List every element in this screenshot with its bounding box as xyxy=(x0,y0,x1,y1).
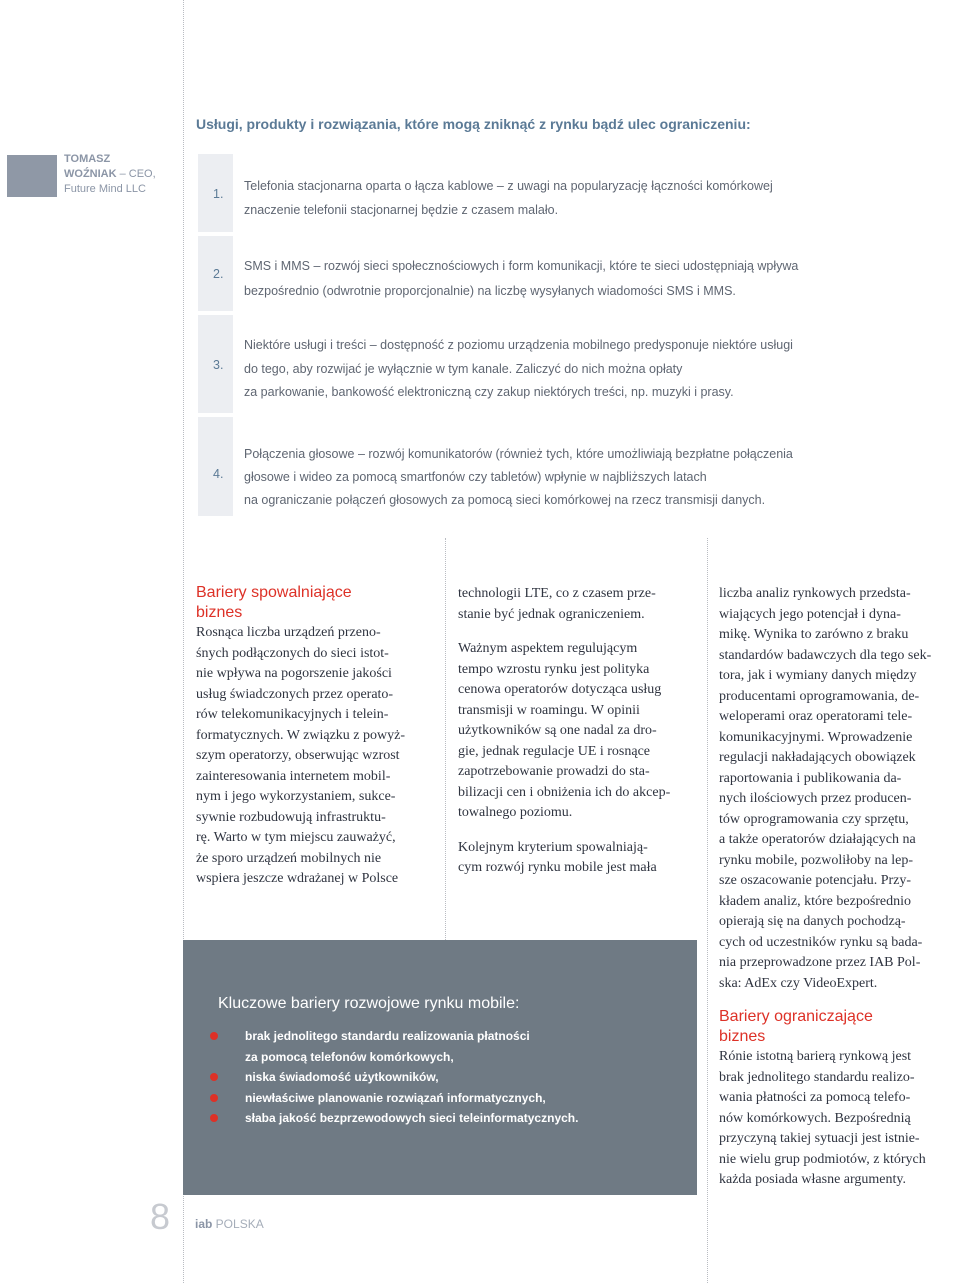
column-2-paragraph-3 xyxy=(458,838,670,879)
column-3-paragraph-1 xyxy=(719,584,931,994)
author-marker xyxy=(7,155,57,197)
column-1 xyxy=(196,583,405,890)
column-rule-2 xyxy=(707,538,708,1283)
text-line: rynku mobile, pozwoliłoby na lep- xyxy=(719,852,914,868)
text-line: zainteresowania internetem mobil- xyxy=(196,768,391,784)
text-line: nych ilościowych przez producen- xyxy=(719,791,912,806)
column-rule-1 xyxy=(445,538,446,940)
text-line: nów komórkowych. Bezpośrednią xyxy=(719,1110,911,1126)
list-item-4 xyxy=(198,417,957,516)
bullet-icon xyxy=(210,1032,218,1040)
item-text: na ograniczanie połączeń głosowych za pomocą sieci komórkowej na rzecz transmisji danych. xyxy=(244,493,766,507)
text-line: zapotrzebowanie prowadzi do sta- xyxy=(458,764,650,779)
footer-brand-rest: POLSKA xyxy=(212,1217,264,1231)
bullet-text: niewłaściwe planowanie rozwiązań informatycznych, xyxy=(245,1090,546,1105)
text-line: nie wielu grup podmiotów, z których xyxy=(719,1151,926,1167)
iab-logo: iab xyxy=(195,1217,213,1231)
section-heading: biznes xyxy=(719,1028,766,1045)
list-item-2 xyxy=(198,236,957,311)
text-line: stanie być jednak ograniczeniem. xyxy=(458,606,645,622)
text-line: szym operatorzy, obserwując wzrost xyxy=(196,748,400,763)
text-line: tów oprogramowania czy sprzętu, xyxy=(719,811,909,827)
list-item-3 xyxy=(198,315,957,413)
text-line: nia przeprowadzone przez IAB Pol- xyxy=(719,955,921,970)
text-line: tora, jak i wymiany danych między xyxy=(719,668,917,683)
text-line: wspiera jeszcze wdrażanej w Polsce xyxy=(196,871,399,886)
text-line: sywnie rozbudowują infrastruktu- xyxy=(196,809,386,825)
text-line: Ważnym aspektem regulującym xyxy=(458,641,638,656)
list-item xyxy=(205,1067,578,1088)
bullet-text: niska świadomość użytkowników, xyxy=(245,1070,439,1084)
text-line: sze oszacowanie potencjału. Przy- xyxy=(719,873,912,888)
page-title: Usługi, produkty i rozwiązania, które mogą zniknąć z rynku bądź ulec ograniczeniu: xyxy=(196,116,751,132)
item-text: głosowe i wideo za pomocą smartfonów czy tabletów) wpłynie w najbliższych latach xyxy=(244,470,707,484)
barriers-list xyxy=(205,1026,578,1129)
text-line: towalnego poziomu. xyxy=(458,805,573,820)
text-line: bilizacji cen i obniżenia ich do akcep- xyxy=(458,784,671,800)
text-line: raportowania i publikowania da- xyxy=(719,770,902,786)
text-line: standardów badawczych dla tego sek- xyxy=(719,647,932,663)
text-line: nym i jego wykorzystaniem, sukce- xyxy=(196,789,396,804)
list-item xyxy=(205,1047,578,1068)
section-heading: Bariery ograniczające xyxy=(719,1008,873,1025)
text-line: formatycznych. W związku z powyż- xyxy=(196,727,406,743)
text-line: technologii LTE, co z czasem prze- xyxy=(458,586,656,601)
item-text: Połączenia głosowe – rozwój komunikatorów (również tych, które umożliwiają bezpłatne połączenia xyxy=(244,447,793,461)
author-info xyxy=(64,152,156,197)
item-number: 3. xyxy=(213,358,224,372)
bullet-icon xyxy=(210,1094,218,1102)
text-line: tempo wzrostu rynku jest polityka xyxy=(458,661,650,677)
text-line: gie, jednak regulacje UE i rosnące xyxy=(458,743,651,759)
key-barriers-box xyxy=(183,940,697,1195)
list-item-1 xyxy=(198,154,957,232)
text-line: transmisji w roamingu. W opinii xyxy=(458,702,640,718)
item-number: 1. xyxy=(213,187,224,201)
item-text: Telefonia stacjonarna oparta o łącza kablowe – z uwagi na popularyzację łączności komórkowej xyxy=(244,179,773,193)
text-line: cym rozwój rynku mobile jest mała xyxy=(458,860,657,875)
text-line: cenowa operatorów dotycząca usług xyxy=(458,682,662,697)
text-line: rę. Warto w tym miejscu zauważyć, xyxy=(196,830,396,845)
text-line: cych od uczestników rynku są bada- xyxy=(719,934,923,950)
text-line: przyczyną takiej sytuacji jest istnie- xyxy=(719,1131,920,1146)
text-line: nie wpływa na pogorszenie jakości xyxy=(196,666,392,681)
page-number: 8 xyxy=(150,1196,171,1237)
text-line: śnych podłączonych do sieci istot- xyxy=(196,645,389,661)
list-item xyxy=(205,1108,578,1129)
bullet-text: za pomocą telefonów komórkowych, xyxy=(245,1049,454,1064)
text-line: kładem analiz, które bezpośrednio xyxy=(719,893,912,909)
column-2-paragraph-1 xyxy=(458,584,670,625)
bullet-icon xyxy=(210,1073,218,1081)
text-line: Rónie istotną barierą rynkową jest xyxy=(719,1049,912,1064)
list-item xyxy=(205,1088,578,1109)
text-line: regulacji nakładających obowiązek xyxy=(719,750,916,765)
bullet-icon xyxy=(210,1114,218,1122)
text-line: liczba analiz rynkowych przedsta- xyxy=(719,586,911,601)
footer-brand xyxy=(195,1217,264,1231)
column-3-paragraph-2 xyxy=(719,1047,931,1191)
column-3 xyxy=(719,584,931,1191)
item-text: znaczenie telefonii stacjonarnej będzie z czasem malało. xyxy=(244,203,559,217)
text-line: wiających jego potencjał i dyna- xyxy=(719,606,901,622)
text-line: opierają się na danych pochodzą- xyxy=(719,914,906,929)
list-item xyxy=(205,1026,578,1047)
item-text: SMS i MMS – rozwój sieci społecznościowych i form komunikacji, które te sieci udostępniają wpływa xyxy=(244,259,799,273)
section-heading: biznes xyxy=(196,604,243,621)
item-text: Niektóre usługi i treści – dostępność z poziomu urządzenia mobilnego predysponuje niektóre usługi xyxy=(244,338,793,352)
text-line: wania płatności za pomocą telefo- xyxy=(719,1090,911,1105)
text-line: każda posiada własne argumenty. xyxy=(719,1172,906,1187)
author-role: – CEO, xyxy=(116,168,156,180)
text-line: brak jednolitego standardu realizo- xyxy=(719,1069,915,1085)
text-line: weloperami oraz operatorami tele- xyxy=(719,709,913,724)
author-company: Future Mind LLC xyxy=(64,183,146,195)
column-2-paragraph-2 xyxy=(458,639,670,824)
text-line: użytkowników są one nadal za dro- xyxy=(458,723,657,738)
text-line: producentami oprogramowania, de- xyxy=(719,688,920,704)
text-line: mikę. Wynika to zarówno z braku xyxy=(719,627,909,642)
text-line: Rosnąca liczba urządzeń przeno- xyxy=(196,625,381,640)
text-line: Kolejnym kryterium spowalniają- xyxy=(458,839,648,855)
bullet-text: brak jednolitego standardu realizowania płatności xyxy=(245,1029,530,1043)
text-line: komunikacyjnymi. Wprowadzenie xyxy=(719,729,913,745)
item-text: za parkowanie, bankowość elektroniczną czy zakup niektórych treści, np. muzyki i prasy. xyxy=(244,385,734,399)
author-last-name: WOŹNIAK xyxy=(64,168,117,180)
author-first-name: TOMASZ xyxy=(64,153,111,165)
text-line: ska: AdEx czy VideoExpert. xyxy=(719,975,878,991)
column-2 xyxy=(458,584,670,879)
text-line: a także operatorów działających na xyxy=(719,832,916,847)
text-line: rów telekomunikacyjnych i telein- xyxy=(196,707,389,722)
section-heading: Bariery spowalniające xyxy=(196,584,352,601)
item-number: 2. xyxy=(213,267,224,281)
text-line: że sporo urządzeń mobilnych nie xyxy=(196,850,382,866)
column-1-body xyxy=(196,623,405,890)
bullet-text: słaba jakość bezprzewodowych sieci teleinformatycznych. xyxy=(245,1111,579,1125)
text-line: usług świadczonych przez operato- xyxy=(196,686,394,702)
item-number: 4. xyxy=(213,467,224,481)
item-text: bezpośrednio (odwrotnie proporcjonalnie) na liczbę wysyłanych wiadomości SMS i MMS. xyxy=(244,284,736,298)
item-text: do tego, aby rozwijać je wyłącznie w tym kanale. Zaliczyć do nich można opłaty xyxy=(244,361,683,376)
box-title: Kluczowe bariery rozwojowe rynku mobile: xyxy=(218,995,520,1012)
